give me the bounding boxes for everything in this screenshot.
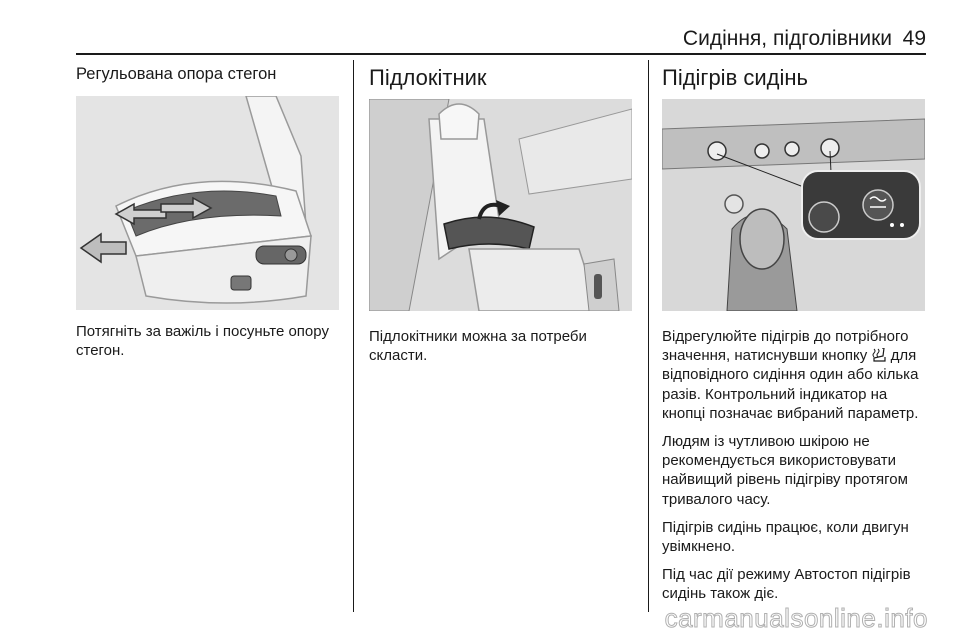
- header-rule: [76, 53, 926, 55]
- watermark: carmanualsonline.info: [664, 603, 928, 633]
- seat-heating-paragraph-4: Під час дії режиму Автостоп підігрів сидінь також діє.: [662, 566, 911, 603]
- seat-heating-paragraph-1-end: для відповідного сидіння один або кілька разів. Контрольний індикатор на кнопці позначає вибраний параметр.: [662, 347, 919, 422]
- seat-heating-paragraph-2: Людям із чутливою шкірою не рекомендується використовувати найвищий рівень підігріву протягом тривалого часу.: [662, 433, 908, 508]
- figure-seat-heating: [662, 99, 925, 311]
- seat-heating-paragraph-1: [662, 327, 932, 423]
- seat-heating-text-block: [662, 327, 932, 613]
- section-heading-seat-heating: Підігрів сидінь: [662, 65, 808, 90]
- thigh-support-paragraph: Потягніть за важіль і посуньте опору стегон.: [76, 323, 329, 360]
- seat-heating-paragraph-1-start: Відрегулюйте підігрів до потрібного значення, натиснувши кнопку: [662, 328, 909, 365]
- section-seat-heating: [662, 58, 927, 93]
- column-divider-left: [353, 60, 354, 612]
- seat-heating-paragraph-3: Підігрів сидінь працює, коли двигун увімкнено.: [662, 518, 909, 556]
- section-heading-thigh-support: Регульована опора стегон: [76, 65, 277, 83]
- figure-thigh-support: [76, 96, 339, 310]
- seat-heating-icon: [871, 348, 886, 362]
- figure-armrest: [369, 99, 632, 311]
- section-thigh-support: [76, 58, 341, 85]
- armrest-text-block: [369, 327, 644, 374]
- armrest-paragraph: Підлокітники можна за потреби скласти.: [369, 328, 587, 365]
- column-divider-right: [648, 60, 649, 612]
- thigh-support-text-block: [76, 322, 346, 369]
- section-heading-armrest: Підлокітник: [369, 65, 487, 90]
- section-armrest: [369, 58, 634, 93]
- page-header-title: Сидіння, підголівники: [682, 27, 892, 50]
- page-number: 49: [902, 27, 926, 50]
